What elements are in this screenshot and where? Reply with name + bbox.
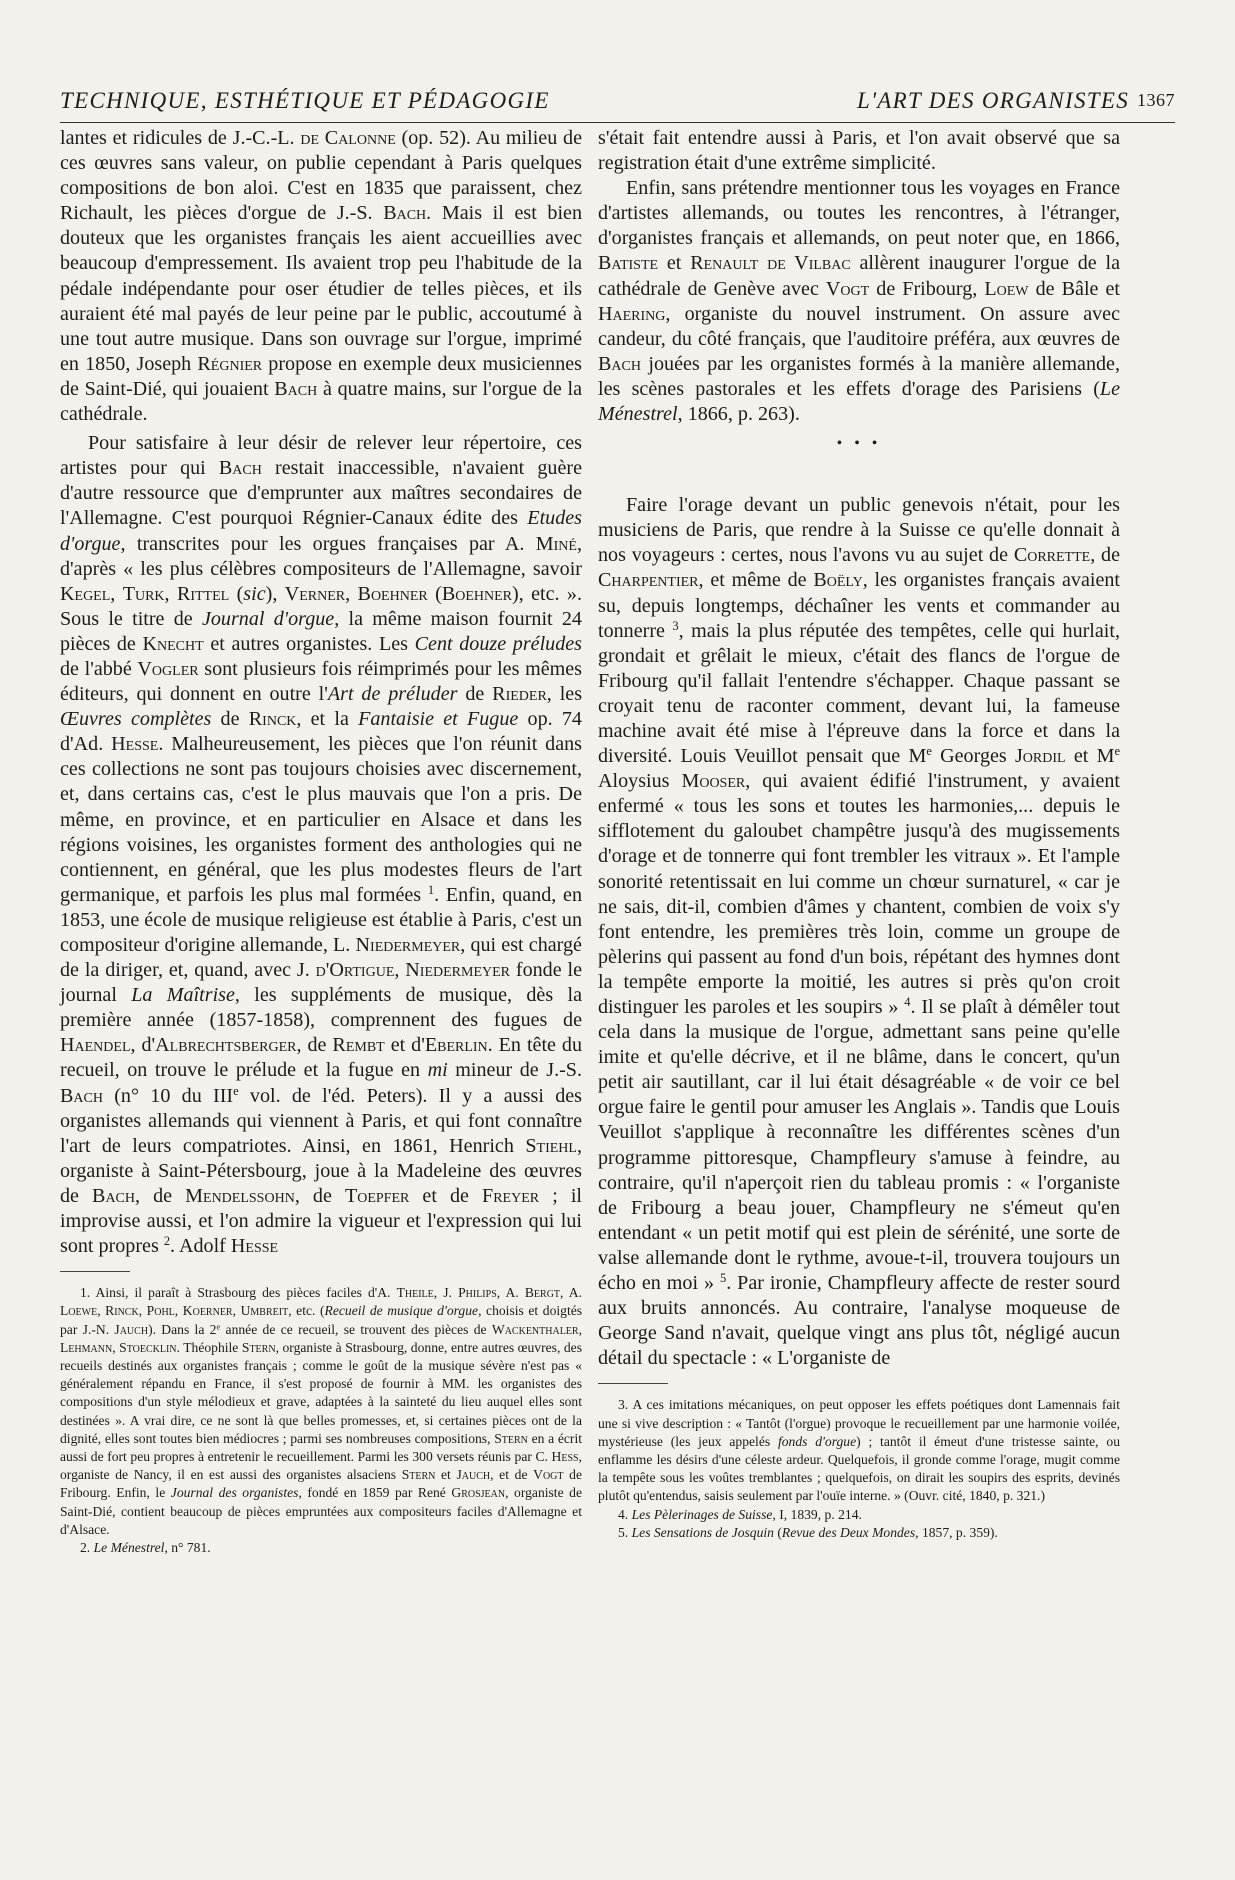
footnote: 2. Le Ménestrel, n° 781. [80, 1540, 211, 1556]
footnote-rule [60, 1271, 130, 1272]
section-break-asterism: • • • [836, 435, 882, 453]
paragraph: Pour satisfaire à leur désir de relever leur répertoire, ces artistes pour qui Bach restait inaccessible, n'avaient guère d'autre ressource que d'emprunter aux maîtres secondaires de l'Allemagne. C'est pourquoi Régnier-Canaux édite des Etudes d'orgue, transcrites pour les orgues françaises par A. Miné, d'après « les plus célèbres compositeurs de l'Allemagne, savoir Kegel, Turk, Rittel (sic), Verner, Boehner (Boehner), etc. ». Sous le titre de Journal d'orgue, la même maison fournit 24 pièces de Knecht et autres organistes. Les Cent douze préludes de l'abbé Vogler sont plusieurs fois réimprimés pour les mêmes éditeurs, qui donnent en outre l'Art de préluder de Rieder, les Œuvres complètes de Rinck, et la Fantaisie et Fugue op. 74 d'Ad. Hesse. Malheureusement, les pièces que l'on réunit dans ces collections ne sont pas toujours choisies avec discernement, et, dans certains cas, c'est le plus mauvais que l'on a pris. De même, en province, et en particulier en Alsace et dans les régions voisines, les organistes forment des anthologies qui ne contiennent, en général, que les plus modestes fleurs de l'art germanique, et parfois les plus mal formées $^1$. Enfin, quand, en 1853, une école de musique religieuse est établie à Paris, c'est un compositeur d'origine allemande, L. Niedermeyer, qui est chargé de la diriger, et, quand, avec J. d'Ortigue, Niedermeyer fonde le journal La Maîtrise, les suppléments de musique, dès la première année (1857-1858), comprennent des fugues de Haendel, d'Albrechtsberger, de Rembt et d'Eberlin. En tête du recueil, on trouve le prélude et la fugue en mi mineur de J.-S. Bach (n° 10 du IIIe vol. de l'éd. Peters). Il y a aussi des organistes allemands qui viennent à Paris, et qui font connaître l'art de leurs compatriotes. Ainsi, en 1861, Henrich Stiehl, organiste à Saint-Pétersbourg, joue à la Madeleine des œuvres de Bach, de Mendelssohn, de Toepfer et de Freyer ; il improvise aussi, et l'on admire la vigueur et l'expression qui lui sont propres $^2$. Adolf Hesse [60, 432, 583, 1258]
paragraph: lantes et ridicules de J.-C.-L. de Calonne (op. 52). Au milieu de ces œuvres sans valeur, on publie cependant à Paris quelques compositions de bon aloi. C'est en 1835 que paraissent, chez Richault, les pièces d'orgue de J.-S. Bach. Mais il est bien douteux que les organistes français les aient accueillies avec beaucoup d'empressement. Ils avaient trop peu l'habitude de la pédale indépendante pour oser étudier de telles pièces, et ils auraient été mal payés de leur peine par le public, accoutumé à une tout autre musique. Dans son ouvrage sur l'orgue, imprimé en 1850, Joseph Régnier propose en exemple deux musiciennes de Saint-Dié, qui jouaient Bach à quatre mains, sur l'orgue de la cathédrale. [60, 127, 583, 426]
header-chapter-title: L'ART DES ORGANISTES [856, 88, 1129, 113]
footnote: 1. Ainsi, il paraît à Strasbourg des pièces faciles d'A. Theile, J. Philips, A. Bergt, A. Loewe, Rinck, Pohl, Koerner, Umbreit, etc. (Recueil de musique d'orgue, choisis et doigtés par J.-N. Jauch). Dans la 2e année de ce recueil, se trouvent des pièces de Wackenthaler, Lehmann, Stoecklin. Théophile Stern, organiste à Strasbourg, donne, entre autres œuvres, des recueils destinés aux organistes français ; comme le goût de la musique sévère n'est pas « généralement répandu en France, il s'est proposé de fournir à MM. les organistes des compositions d'un style mélodieux et grave, adaptées à la sainteté du lieu auquel elles sont destinées ». A vrai dire, ce ne sont là que belles promesses, et, si certaines pièces ont de la dignité, elles sont toutes bien médiocres ; parmi ses nombreuses compositions, Stern en a écrit aussi de fort peu propres à entretenir le recueillement. Parmi les 300 versets réunis par C. Hess, organiste de Nancy, il en est aussi des organistes alsaciens Stern et Jauch, et de Vogt de Fribourg. Enfin, le Journal des organistes, fondé en 1859 par René Grosjean, organiste de Saint-Dié, contient beaucoup de pièces empruntées aux compositeurs faciles d'Allemagne et d'Alsace. [60, 1285, 583, 1537]
header-rule [60, 122, 1175, 123]
footnote: 5. Les Sensations de Josquin (Revue des Deux Mondes, 1857, p. 359). [618, 1524, 998, 1540]
left-body-text [60, 126, 582, 1259]
footnote: 4. Les Pèlerinages de Suisse, I, 1839, p. 214. [618, 1506, 862, 1522]
left-column [60, 126, 582, 1557]
right-body-text [598, 126, 1120, 1371]
footnote: 3. A ces imitations mécaniques, on peut opposer les effets poétiques dont Lamennais fait une si vive description : « Tantôt (l'orgue) provoque le recueillement par une harmonie voilée, mystérieuse (les jeux appelés fonds d'orgue) ; tantôt il émeut d'une tristesse sainte, ou enflamme les désirs d'une céleste ardeur. Quelquefois, il gronde comme l'orage, mugit comme la tempête sous les voûtes tremblantes ; quelquefois, on dirait les soupirs des esprits, devinés plutôt qu'entendus, saisis seulement par l'ouïe interne. » (Ouvr. cité, 1840, p. 321.) [598, 1397, 1120, 1504]
left-footnotes [60, 1284, 582, 1557]
right-column [598, 126, 1120, 1542]
running-header [60, 88, 1175, 120]
paragraph: Enfin, sans prétendre mentionner tous les voyages en France d'artistes allemands, ou toutes les rencontres, à l'étranger, d'organistes français et allemands, on peut noter que, en 1866, Batiste et Renault de Vilbac allèrent inaugurer l'orgue de la cathédrale de Genève avec Vogt de Fribourg, Loew de Bâle et Haering, organiste du nouvel instrument. On assure avec candeur, du côté français, que l'auditoire préféra, aux œuvres de Bach jouées par les organistes formés à la manière allemande, les scènes pastorales et les effets d'orage des Parisiens (Le Ménestrel, 1866, p. 263). [598, 177, 1121, 426]
paragraph: s'était fait entendre aussi à Paris, et l'on avait observé que sa registration était d'une extrême simplicité. [598, 127, 1120, 175]
footnote-rule [598, 1383, 668, 1384]
paragraph: Faire l'orage devant un public genevois n'était, pour les musiciens de Paris, que rendre à la Suisse ce qu'elle donnait à nos voyageurs : certes, nous l'avons vu au sujet de Corrette, de Charpentier, et même de Boëly, les organistes français avaient su, depuis longtemps, déchaîner les vents et commander au tonnerre $^3$, mais la plus réputée des tempêtes, celle qui hurlait, grondait et grêlait le mieux, c'était des flancs de l'orgue de Fribourg qu'il fallait l'entendre s'échapper. Chaque passant se croyait tenu de raconter comment, devant lui, la fameuse machine avait été mise à l'épreuve dans la force et dans la diversité. Louis Veuillot pensait que Me Georges Jordil et Me Aloysius Mooser, qui avaient édifié l'instrument, y avaient enfermé « tous les sons et toutes les harmonies,... depuis le sifflotement du galoubet champêtre jusqu'à des mugissements d'orage et de tonnerre qui font trembler les vitraux ». Et l'ample sonorité retentissait en lui comme un chœur surnaturel, « car je ne sais, dit-il, combien d'âmes y chantent, combien de voix s'y font entendre, les premières très loin, comme un groupe de pèlerins qui passent au fond d'un bois, répétant des hymnes dont la tempête emporte la moitié, les autres si près qu'on croit distinguer les paroles et les soupirs » $^4$. Il se plaît à démêler tout cela dans la musique de l'orgue, admettant sans peine qu'elle imite et qu'elle décrive, et il ne blâme, dans le concert, qu'un petit air sautillant, car il lui était désagréable « de voir ce bel orgue faire le gentil pour amuser les Anglais ». Tandis que Louis Veuillot s'applique à reconnaître les différentes scènes d'un programme pittoresque, Champfleury s'amuse à feindre, au contraire, qu'il n'aperçoit rien du tableau promis : « l'organiste de Fribourg a beau jouer, Champfleury ne s'émeut qu'en entendant « un petit motif qui est plein de sérénité, une sorte de valse allemande dont le rythme, avoue-t-il, trouvera toujours un écho en moi » $^5$. Par ironie, Champfleury affecte de rester sourd aux bruits annoncés. Au contraire, l'analyse moqueuse de George Sand n'avait, quelque vingt ans plus tôt, négligé aucun détail du spectacle : « L'organiste de [598, 494, 1121, 1370]
header-section-title: TECHNIQUE, ESTHÉTIQUE ET PÉDAGOGIE [60, 88, 550, 113]
page-number: 1367 [1137, 90, 1175, 110]
right-footnotes [598, 1396, 1120, 1542]
